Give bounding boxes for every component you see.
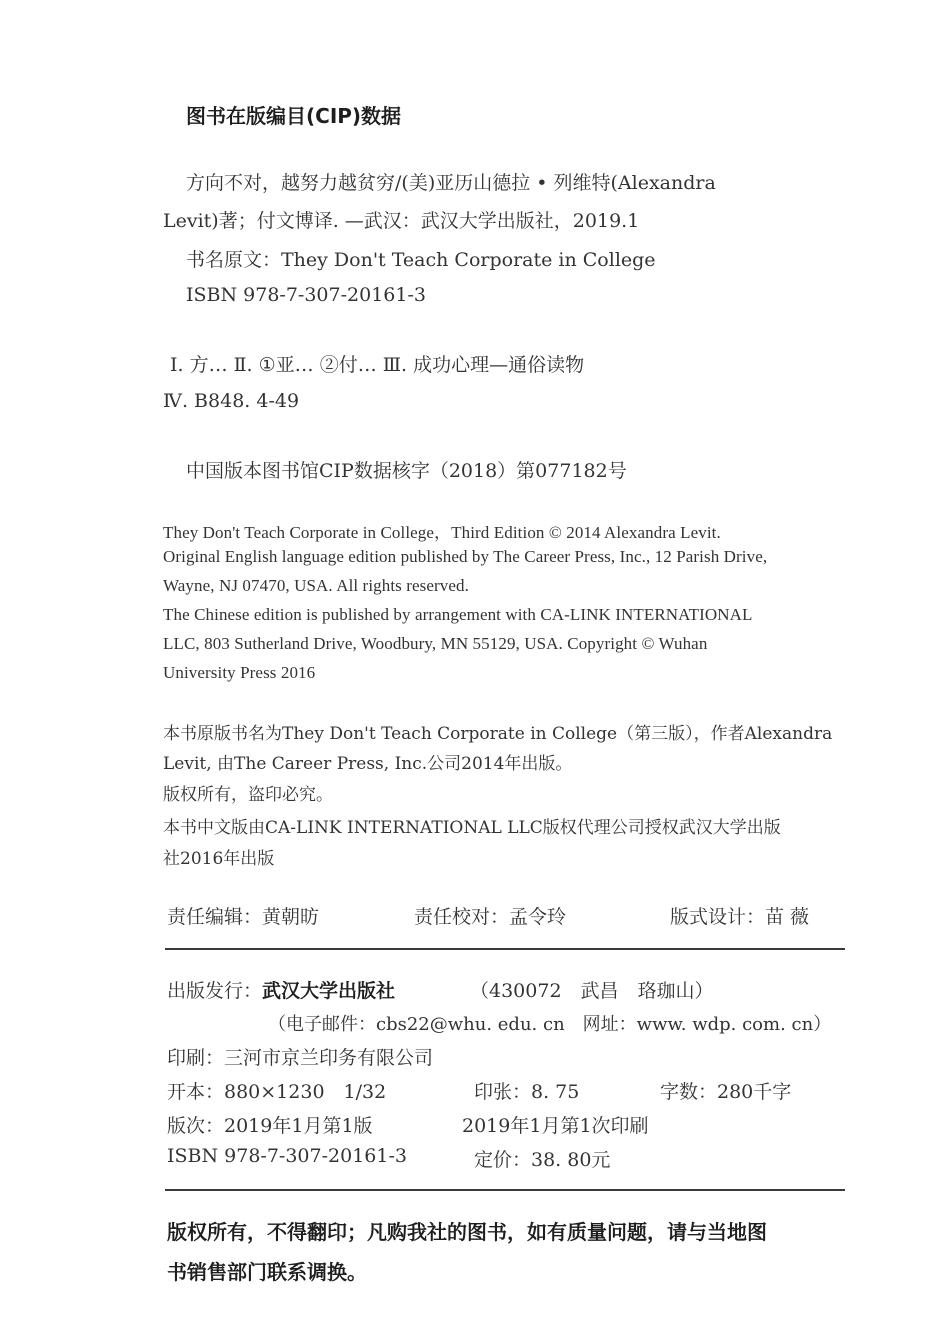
- copyright-en-line: Wayne, NJ 07470, USA. All rights reserved.: [163, 576, 469, 595]
- copyright-en-line: The Chinese edition is published by arrangement with CA-LINK INTERNATIONAL: [163, 605, 753, 624]
- copyright-en-line: They Don't Teach Corporate in College，Third Edition © 2014 Alexandra Levit.: [163, 523, 721, 542]
- printing: 2019年1月第1次印刷: [462, 1115, 649, 1137]
- copyright-en-line: LLC, 803 Sutherland Drive, Woodbury, MN 55129, USA. Copyright © Wuhan: [163, 634, 708, 653]
- publisher-name: 武汉大学出版社: [262, 980, 396, 1002]
- copyright-en-line: University Press 2016: [163, 663, 316, 682]
- printed-sheets: 印张：8. 75: [474, 1081, 580, 1103]
- copyright-zh-line: 本书中文版由CA-LINK INTERNATIONAL LLC版权代理公司授权武汉大学出版: [163, 818, 781, 838]
- cip-line-title-author: 方向不对，越努力越贫穷/(美)亚历山德拉 • 列维特(Alexandra: [186, 172, 716, 194]
- imprint-isbn: ISBN 978-7-307-20161-3: [167, 1145, 407, 1167]
- divider-top: [165, 948, 845, 950]
- quality-notice: [167, 1212, 857, 1292]
- publisher-address: （430072 武昌 珞珈山）: [470, 980, 714, 1002]
- divider-bottom: [165, 1189, 845, 1191]
- cip-line-translator-publisher: Levit)著；付文博译. —武汉：武汉大学出版社，2019.1: [163, 210, 640, 232]
- copyright-zh-line: 本书原版书名为They Don't Teach Corporate in College（第三版），作者Alexandra: [163, 724, 833, 744]
- layout-designer: 版式设计：苗 薇: [670, 906, 810, 928]
- cip-line-classification: Ⅰ. 方… Ⅱ. ①亚… ②付… Ⅲ. 成功心理—通俗读物: [170, 354, 585, 376]
- cip-line-call-number: Ⅳ. B848. 4-49: [163, 390, 300, 412]
- edition: 版次：2019年1月第1版: [167, 1115, 373, 1137]
- cip-heading: 图书在版编目(CIP)数据: [186, 104, 402, 128]
- cip-line-original-title: 书名原文：They Don't Teach Corporate in College: [186, 249, 656, 271]
- cip-line-isbn: ISBN 978-7-307-20161-3: [186, 284, 426, 306]
- notice-line: 书销售部门联系调换。: [167, 1260, 367, 1284]
- publisher-line: [167, 976, 395, 1003]
- publisher-label: 出版发行：: [167, 980, 263, 1002]
- printer: 印刷：三河市京兰印务有限公司: [167, 1047, 434, 1069]
- copyright-en-line: Original English language edition published by The Career Press, Inc., 12 Parish Drive,: [163, 547, 768, 566]
- price: 定价：38. 80元: [474, 1149, 611, 1171]
- publisher-contact: （电子邮件：cbs22@whu. edu. cn 网址：www. wdp. com. cn）: [268, 1014, 832, 1035]
- copyright-zh-line: 版权所有，盗印必究。: [163, 785, 333, 805]
- notice-line: 版权所有，不得翻印；凡购我社的图书，如有质量问题，请与当地图: [167, 1220, 767, 1244]
- book-format: 开本：880×1230 1/32: [167, 1081, 387, 1103]
- copyright-zh-line: Levit, 由The Career Press, Inc.公司2014年出版。: [163, 754, 573, 774]
- responsible-editor: 责任编辑：黄朝昉: [167, 906, 320, 928]
- copyright-zh-line: 社2016年出版: [163, 849, 275, 869]
- word-count: 字数：280千字: [660, 1081, 792, 1103]
- cip-line-record-number: 中国版本图书馆CIP数据核字（2018）第077182号: [186, 460, 627, 482]
- responsible-proofreader: 责任校对：孟令玲: [414, 906, 567, 928]
